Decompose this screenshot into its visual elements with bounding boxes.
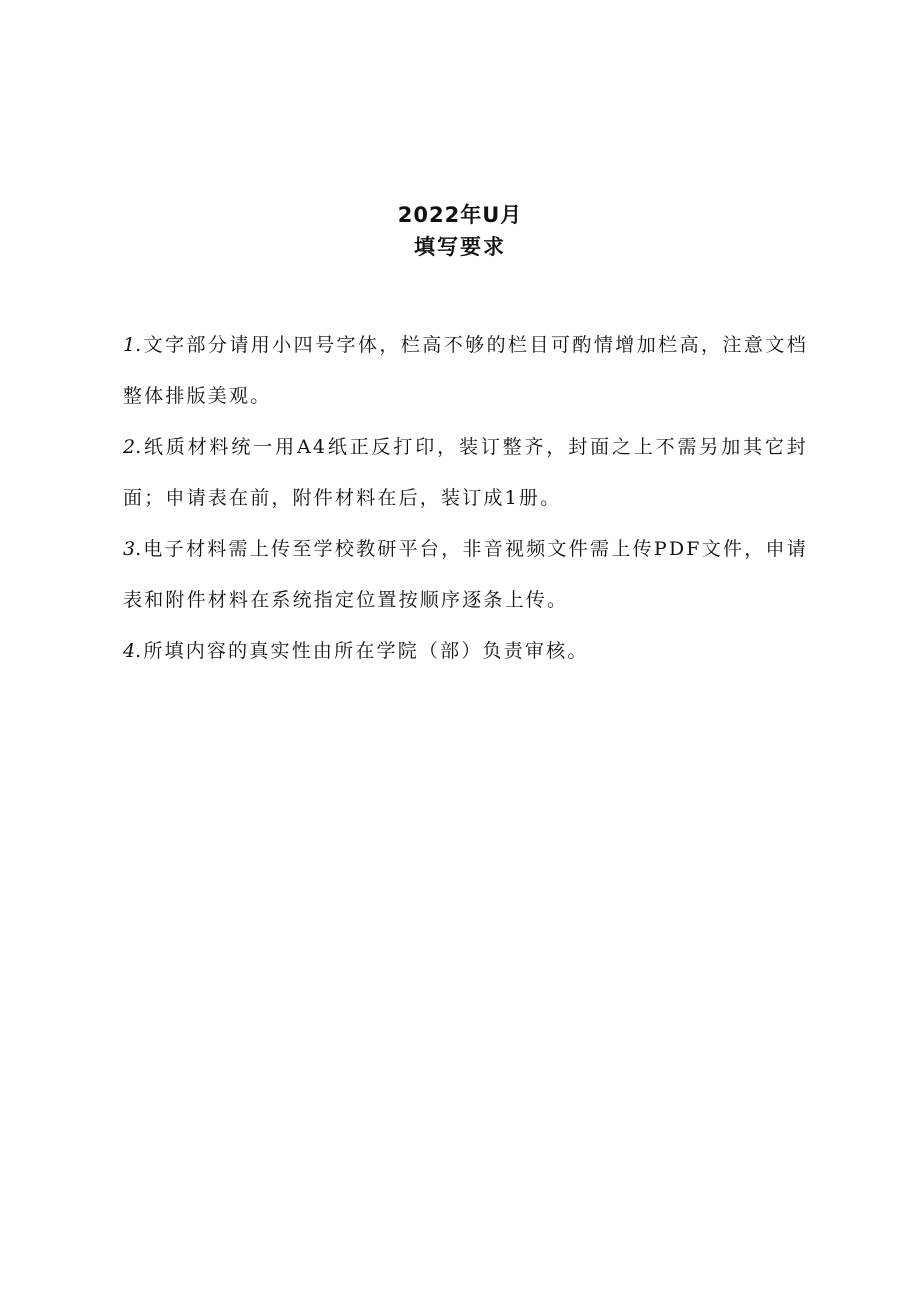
requirements-list (123, 320, 808, 677)
requirement-item-3 (123, 524, 808, 626)
requirement-text: .纸质材料统一用A4纸正反打印，装订整齐，封面之上不需另加其它封面；申请表在前，附件材料在后，装订成1册。 (123, 436, 808, 509)
requirement-number: 2 (123, 436, 136, 458)
date-line: 2022年U月 (397, 203, 523, 227)
requirement-item-4 (123, 626, 808, 677)
requirement-text: .电子材料需上传至学校教研平台，非音视频文件需上传PDF文件，申请表和附件材料在系统指定位置按顺序逐条上传。 (123, 538, 808, 611)
requirement-number: 1 (123, 334, 136, 356)
requirement-number: 4 (123, 640, 136, 662)
requirement-item-1 (123, 320, 808, 422)
requirement-text: .所填内容的真实性由所在学院（部）负责审核。 (135, 640, 589, 662)
requirement-item-2 (123, 422, 808, 524)
requirement-number: 3 (123, 538, 136, 560)
page-title: 填写要求 (414, 235, 506, 259)
requirement-text: .文字部分请用小四号字体，栏高不够的栏目可酌情增加栏高，注意文档整体排版美观。 (123, 334, 808, 407)
